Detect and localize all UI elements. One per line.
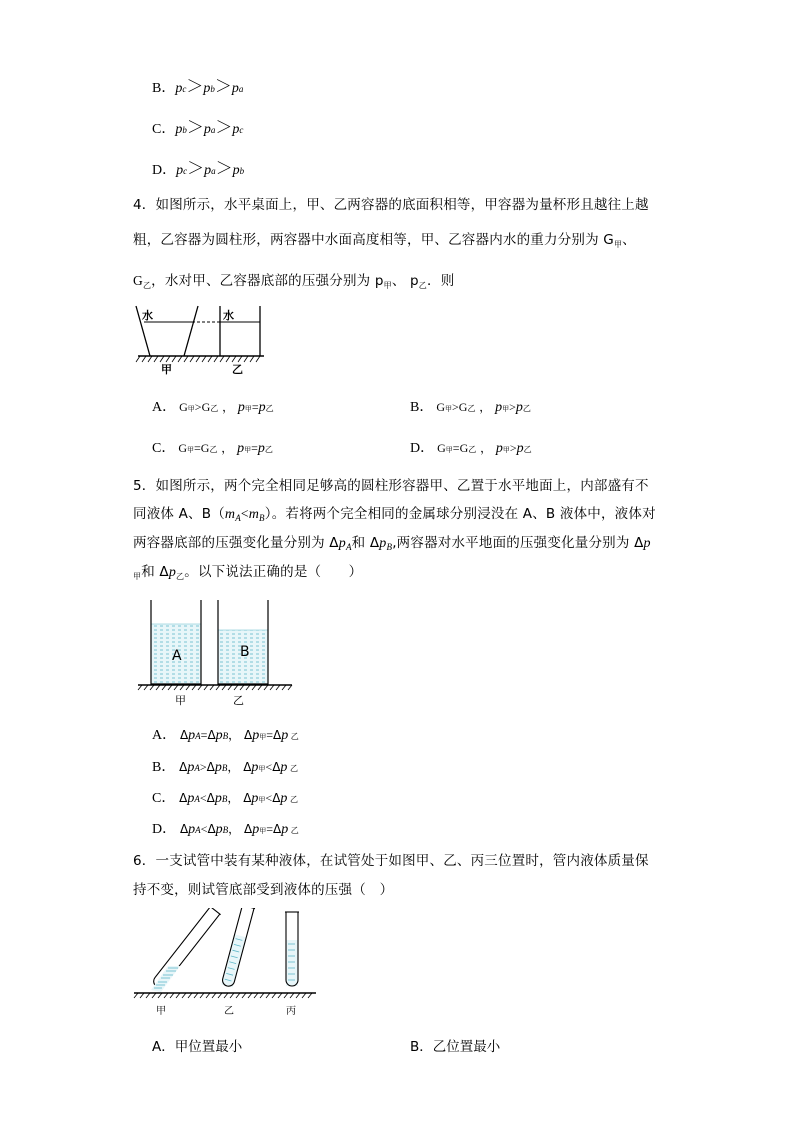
q5-figure <box>136 596 296 708</box>
q6-option-a[interactable]: A．甲位置最小 <box>152 1039 243 1055</box>
q5-stem-line2: 同液体 A、$B(m_A<m_B)$。若将两个完全相同的金属球分别浸没在 A、B 液体中，液体对 <box>133 506 656 523</box>
q3-option-d[interactable]: D． p c ＞ p a ＞ p b <box>152 159 245 178</box>
q4-stem-line2: 粗，乙容器为圆柱形，两容器中水面高度相等，甲、乙容器内水的重力分别为 $G_甲$、 <box>133 232 636 249</box>
q4-fig-water-label-1: 水 <box>142 309 153 322</box>
q5-stem-line3: 两容器底部的压强变化量分别为 $\Delta p_A$和 $\Delta p_B$,两容器对水平地面的压强变化量分别为 Δp <box>133 535 651 552</box>
q6-stem-line1: 6．一支试管中装有某种液体，在试管处于如图甲、乙、丙三位置时，管内液体质量保 <box>133 853 649 869</box>
q4-fig-water-label-2: 水 <box>223 309 234 322</box>
q4-figure <box>132 300 268 378</box>
q5-fig-label-a: A <box>172 648 182 664</box>
q5-stem-line4: $_甲$和 $\Delta p_乙$。以下说法正确的是（ ） <box>133 564 363 581</box>
q5-option-c[interactable]: C． Δ p A < Δ p B ， Δ p 甲 < Δ p 乙 <box>152 791 298 806</box>
q6-fig-label-jia: 甲 <box>156 1006 166 1017</box>
q3-option-b[interactable]: B． p c ＞ p b ＞ p a <box>152 77 244 96</box>
q4-option-c[interactable]: C． G 甲 = G 乙 ， p 甲 = p 乙 <box>152 441 273 456</box>
q4-fig-label-jia: 甲 <box>161 363 172 376</box>
q4-stem-line1: 4．如图所示，水平桌面上，甲、乙两容器的底面积相等，甲容器为量杯形且越往上越 <box>133 197 649 213</box>
q5-option-b[interactable]: B． Δ p A > Δ p B ， Δ p 甲 < Δ p 乙 <box>152 760 298 775</box>
q4-stem-line3: $G_乙$，水对甲、乙容器底部的压强分别为 $p_甲$、 $p_乙$．则 <box>133 273 455 290</box>
q6-tube-bing <box>285 912 299 986</box>
q5-option-d[interactable]: D． Δ p A < Δ p B ， Δ p 甲 = Δ p 乙 <box>152 822 299 837</box>
q5-fig-label-yi: 乙 <box>233 694 244 707</box>
q4-option-a[interactable]: A． G 甲 > G 乙 ， p 甲 = p 乙 <box>152 400 274 415</box>
q4-fig-label-yi: 乙 <box>232 363 243 376</box>
q6-fig-label-bing: 丙 <box>286 1006 296 1017</box>
q6-option-b[interactable]: B．乙位置最小 <box>410 1039 501 1055</box>
q6-fig-label-yi: 乙 <box>224 1006 234 1017</box>
q6-tube-yi <box>220 908 255 988</box>
q6-liquid-jia <box>151 966 180 992</box>
q5-fig-label-jia: 甲 <box>175 694 186 707</box>
q3-option-c[interactable]: C． p b ＞ p a ＞ p c <box>152 118 244 137</box>
q5-stem-line1: 5．如图所示，两个完全相同足够高的圆柱形容器甲、乙置于水平地面上，内部盛有不 <box>133 478 649 494</box>
q6-figure <box>130 908 320 1022</box>
q5-fig-label-b: B <box>240 644 250 660</box>
q6-stem-line2: 持不变，则试管底部受到液体的压强（ ） <box>133 882 394 898</box>
q4-option-d[interactable]: D． G 甲 = G 乙 ， p 甲 > p 乙 <box>410 441 532 456</box>
q5-option-a[interactable]: A． Δ p A = Δ p B ， Δ p 甲 = Δ p 乙 <box>152 728 299 743</box>
q4-option-b[interactable]: B． G 甲 > G 乙 ， p 甲 > p 乙 <box>410 400 531 415</box>
